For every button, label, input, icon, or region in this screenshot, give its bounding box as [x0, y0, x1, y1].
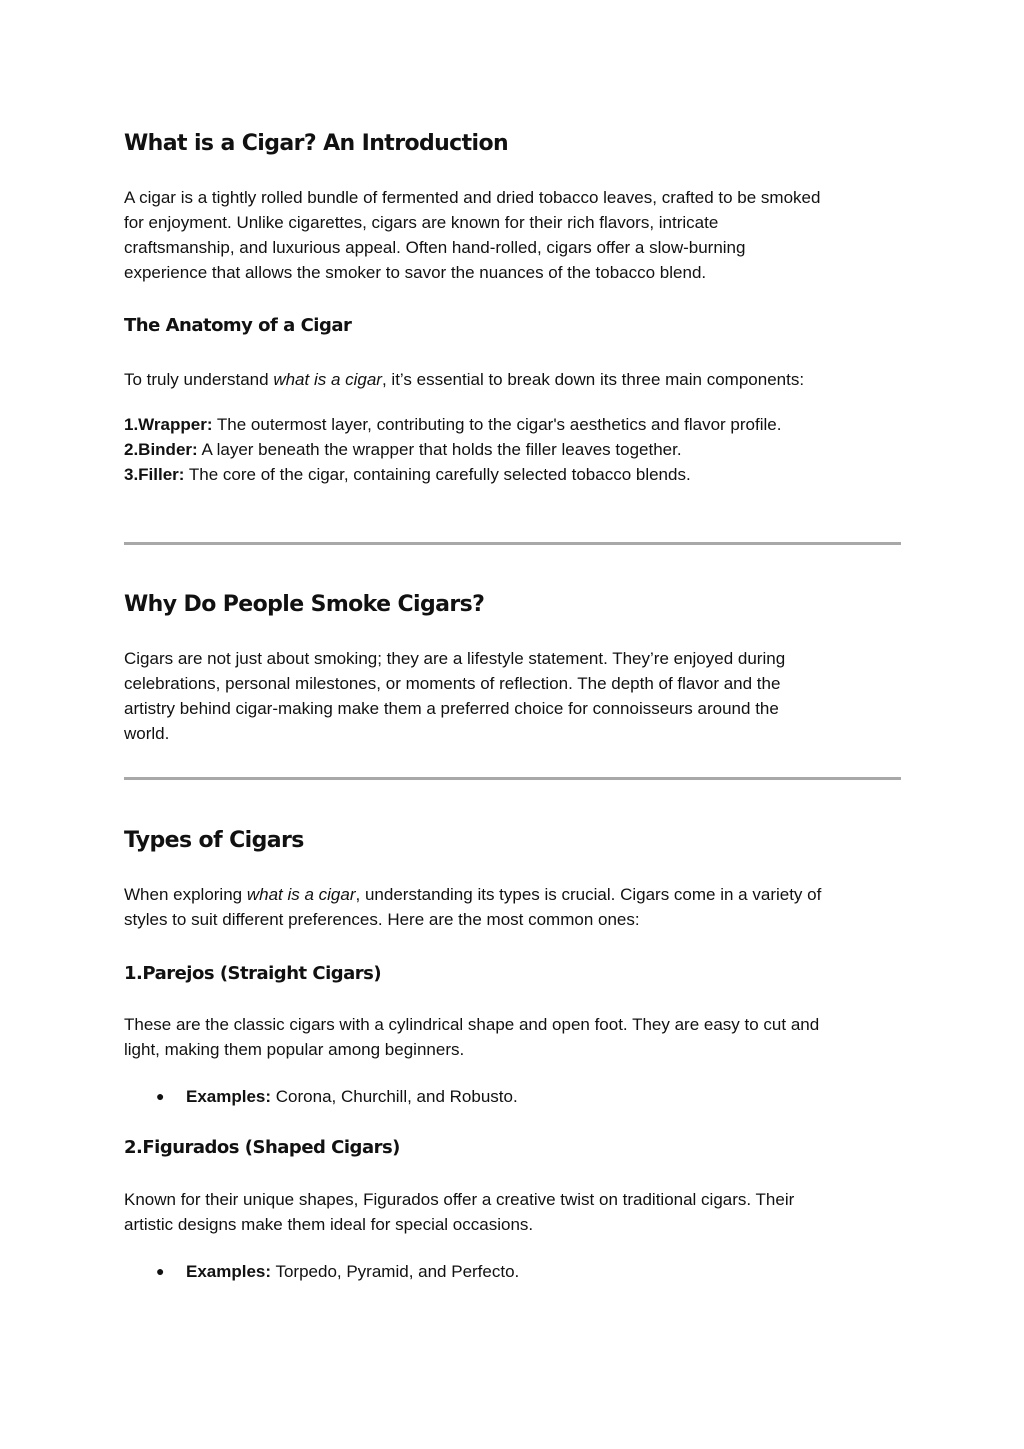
why-line: world.: [124, 724, 170, 743]
why-line: Cigars are not just about smoking; they are a lifestyle statement. They’re enjoyed during: [124, 649, 786, 668]
parejos-line: These are the classic cigars with a cylindrical shape and open foot. They are easy to cut and: [124, 1015, 820, 1034]
anatomy-lead-before: To truly understand: [124, 370, 274, 389]
intro-line: A cigar is a tightly rolled bundle of fermented and dried tobacco leaves, crafted to be smoked: [124, 188, 821, 207]
section-divider: [124, 542, 901, 545]
types-lead-after: , understanding its types is crucial. Cigars come in a variety of: [355, 885, 822, 904]
examples-label: Examples:: [186, 1087, 272, 1106]
component-label: 3.Filler:: [124, 465, 185, 484]
anatomy-components-list: [124, 412, 901, 487]
figurados-line: artistic designs make them ideal for special occasions.: [124, 1215, 534, 1234]
types-lead-emphasis: what is a cigar: [246, 885, 356, 904]
anatomy-lead-after: , it’s essential to break down its three main components:: [381, 370, 805, 389]
types-heading: Types of Cigars: [124, 828, 304, 853]
intro-paragraph: [124, 185, 901, 285]
types-lead-before: When exploring: [124, 885, 247, 904]
examples-value: Torpedo, Pyramid, and Perfecto.: [271, 1262, 520, 1281]
parejos-paragraph: [124, 1012, 901, 1062]
anatomy-heading: The Anatomy of a Cigar: [124, 315, 352, 336]
component-item-wrapper: [124, 412, 901, 437]
parejos-examples-text: [186, 1084, 518, 1109]
component-label: 2.Binder:: [124, 440, 198, 459]
why-paragraph: [124, 646, 901, 746]
component-text: A layer beneath the wrapper that holds the filler leaves together.: [197, 440, 682, 459]
bullet-icon: ●: [156, 1088, 165, 1104]
component-item-filler: [124, 462, 901, 487]
anatomy-lead: [124, 367, 901, 392]
figurados-examples-text: [186, 1259, 519, 1284]
figurados-heading: 2.Figurados (Shaped Cigars): [124, 1137, 400, 1158]
component-label: 1.Wrapper:: [124, 415, 213, 434]
section-divider: [124, 777, 901, 780]
examples-label: Examples:: [186, 1262, 272, 1281]
why-line: celebrations, personal milestones, or moments of reflection. The depth of flavor and the: [124, 674, 781, 693]
intro-line: craftsmanship, and luxurious appeal. Often hand-rolled, cigars offer a slow-burning: [124, 238, 746, 257]
intro-line: for enjoyment. Unlike cigarettes, cigars are known for their rich flavors, intricate: [124, 213, 719, 232]
bullet-icon: ●: [156, 1263, 165, 1279]
why-line: artistry behind cigar-making make them a preferred choice for connoisseurs around the: [124, 699, 779, 718]
intro-heading: What is a Cigar? An Introduction: [124, 131, 509, 156]
parejos-heading: 1.Parejos (Straight Cigars): [124, 963, 382, 984]
parejos-line: light, making them popular among beginners.: [124, 1040, 465, 1059]
types-lead: [124, 882, 901, 932]
anatomy-lead-line: [124, 367, 901, 392]
types-lead-line: [124, 882, 901, 907]
intro-line: experience that allows the smoker to savor the nuances of the tobacco blend.: [124, 263, 707, 282]
component-text: The core of the cigar, containing carefully selected tobacco blends.: [184, 465, 691, 484]
why-heading: Why Do People Smoke Cigars?: [124, 592, 485, 617]
types-lead-line: styles to suit different preferences. Here are the most common ones:: [124, 910, 640, 929]
figurados-paragraph: [124, 1187, 901, 1237]
component-item-binder: [124, 437, 901, 462]
anatomy-lead-emphasis: what is a cigar: [273, 370, 382, 389]
examples-value: Corona, Churchill, and Robusto.: [271, 1087, 518, 1106]
component-text: The outermost layer, contributing to the cigar's aesthetics and flavor profile.: [212, 415, 782, 434]
figurados-line: Known for their unique shapes, Figurados offer a creative twist on traditional cigars. Their: [124, 1190, 795, 1209]
